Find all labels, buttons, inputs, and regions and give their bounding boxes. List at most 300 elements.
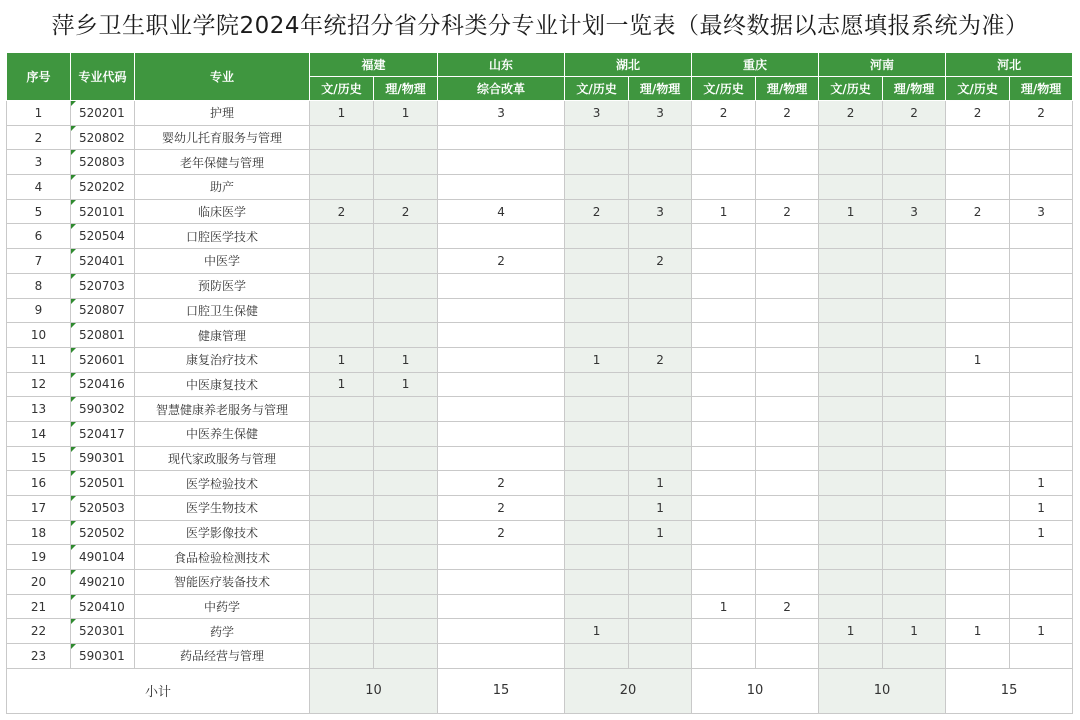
plan-count-cell — [692, 644, 756, 669]
plan-count-cell: 1 — [629, 520, 692, 545]
plan-count-cell — [629, 619, 692, 644]
header-subject: 文/历史 — [819, 77, 883, 101]
plan-count-cell — [819, 644, 883, 669]
plan-count-cell — [565, 594, 629, 619]
plan-count-cell — [883, 273, 946, 298]
plan-count-cell — [565, 397, 629, 422]
plan-count-cell: 1 — [374, 372, 438, 397]
plan-count-cell: 1 — [1010, 471, 1073, 496]
cell-corner-marker — [71, 619, 76, 624]
plan-count-cell — [946, 545, 1010, 570]
plan-count-cell — [883, 644, 946, 669]
plan-count-cell — [692, 520, 756, 545]
plan-count-cell — [756, 224, 819, 249]
header-subject: 文/历史 — [692, 77, 756, 101]
table-row — [7, 175, 1073, 200]
row-seq: 3 — [7, 150, 71, 175]
row-seq: 8 — [7, 273, 71, 298]
plan-count-cell — [819, 372, 883, 397]
row-code: 520801 — [79, 328, 125, 343]
plan-count-cell — [438, 175, 565, 200]
plan-count-cell — [692, 249, 756, 274]
plan-count-cell: 2 — [374, 199, 438, 224]
row-code-cell — [71, 619, 135, 644]
plan-count-cell — [1010, 594, 1073, 619]
plan-count-cell — [692, 397, 756, 422]
header-subject: 综合改革 — [438, 77, 565, 101]
plan-count-cell: 3 — [565, 101, 629, 126]
plan-count-cell: 2 — [946, 199, 1010, 224]
plan-count-cell — [629, 421, 692, 446]
plan-count-cell — [565, 421, 629, 446]
plan-count-cell — [1010, 224, 1073, 249]
row-seq: 22 — [7, 619, 71, 644]
plan-count-cell — [756, 471, 819, 496]
plan-count-cell — [946, 125, 1010, 150]
plan-count-cell — [883, 545, 946, 570]
plan-count-cell — [692, 323, 756, 348]
row-seq: 10 — [7, 323, 71, 348]
table-header — [7, 53, 1073, 101]
plan-count-cell — [946, 150, 1010, 175]
plan-count-cell: 3 — [629, 199, 692, 224]
plan-count-cell — [374, 175, 438, 200]
plan-count-cell — [883, 520, 946, 545]
plan-count-cell — [1010, 125, 1073, 150]
plan-count-cell — [374, 397, 438, 422]
row-code-cell — [71, 347, 135, 372]
plan-count-cell — [756, 125, 819, 150]
cell-corner-marker — [71, 570, 76, 575]
plan-count-cell — [438, 298, 565, 323]
plan-count-cell — [374, 273, 438, 298]
plan-count-cell — [692, 298, 756, 323]
plan-count-cell — [819, 175, 883, 200]
plan-count-cell — [756, 570, 819, 595]
row-code-cell — [71, 249, 135, 274]
plan-count-cell — [438, 446, 565, 471]
plan-count-cell: 1 — [692, 594, 756, 619]
plan-count-cell: 2 — [756, 594, 819, 619]
plan-count-cell: 2 — [565, 199, 629, 224]
plan-count-cell — [629, 545, 692, 570]
row-seq: 18 — [7, 520, 71, 545]
row-code: 520301 — [79, 624, 125, 639]
row-seq: 7 — [7, 249, 71, 274]
plan-count-cell — [692, 619, 756, 644]
plan-count-cell — [756, 619, 819, 644]
table-row — [7, 446, 1073, 471]
plan-count-cell — [310, 594, 374, 619]
plan-count-cell — [1010, 570, 1073, 595]
plan-count-cell — [438, 545, 565, 570]
row-seq: 20 — [7, 570, 71, 595]
row-code: 520416 — [79, 377, 125, 392]
row-seq: 14 — [7, 421, 71, 446]
row-code-cell — [71, 421, 135, 446]
plan-count-cell: 2 — [692, 101, 756, 126]
row-major: 智慧健康养老服务与管理 — [135, 397, 310, 422]
plan-count-cell — [692, 175, 756, 200]
plan-count-cell — [756, 397, 819, 422]
row-code: 520401 — [79, 253, 125, 268]
plan-count-cell — [1010, 545, 1073, 570]
plan-count-cell: 2 — [756, 101, 819, 126]
plan-count-cell — [946, 224, 1010, 249]
subtotal-value: 15 — [438, 668, 565, 713]
plan-count-cell — [629, 594, 692, 619]
plan-count-cell — [374, 496, 438, 521]
plan-count-cell — [756, 273, 819, 298]
row-major: 口腔医学技术 — [135, 224, 310, 249]
plan-count-cell — [310, 323, 374, 348]
row-code-cell — [71, 471, 135, 496]
plan-count-cell — [819, 298, 883, 323]
row-major: 现代家政服务与管理 — [135, 446, 310, 471]
table-row — [7, 347, 1073, 372]
plan-count-cell — [310, 125, 374, 150]
table-row — [7, 298, 1073, 323]
row-major: 中医学 — [135, 249, 310, 274]
row-code-cell — [71, 298, 135, 323]
row-code-cell — [71, 644, 135, 669]
plan-count-cell — [946, 594, 1010, 619]
cell-corner-marker — [71, 323, 76, 328]
plan-count-cell — [1010, 150, 1073, 175]
header-province-hubei: 湖北 — [565, 53, 692, 77]
plan-count-cell — [565, 520, 629, 545]
plan-count-cell — [692, 570, 756, 595]
subtotal-label: 小计 — [7, 668, 310, 713]
row-major: 医学影像技术 — [135, 520, 310, 545]
plan-count-cell — [1010, 446, 1073, 471]
cell-corner-marker — [71, 644, 76, 649]
plan-count-cell — [819, 224, 883, 249]
plan-count-cell — [883, 421, 946, 446]
row-code-cell — [71, 496, 135, 521]
row-major: 食品检验检测技术 — [135, 545, 310, 570]
plan-count-cell — [819, 421, 883, 446]
plan-count-cell — [565, 644, 629, 669]
plan-count-cell — [756, 496, 819, 521]
plan-count-cell: 2 — [883, 101, 946, 126]
subtotal-value: 10 — [310, 668, 438, 713]
plan-count-cell — [819, 496, 883, 521]
row-seq: 5 — [7, 199, 71, 224]
plan-count-cell — [883, 446, 946, 471]
plan-count-cell — [1010, 249, 1073, 274]
row-major: 婴幼儿托育服务与管理 — [135, 125, 310, 150]
row-code: 520802 — [79, 130, 125, 145]
row-seq: 23 — [7, 644, 71, 669]
cell-corner-marker — [71, 274, 76, 279]
row-seq: 17 — [7, 496, 71, 521]
plan-count-cell: 2 — [438, 249, 565, 274]
plan-count-cell — [310, 175, 374, 200]
plan-count-cell — [1010, 175, 1073, 200]
table-row — [7, 224, 1073, 249]
plan-count-cell — [819, 150, 883, 175]
plan-count-cell — [692, 224, 756, 249]
plan-count-cell: 1 — [374, 101, 438, 126]
table-row — [7, 249, 1073, 274]
subtotal-value: 10 — [819, 668, 946, 713]
cell-corner-marker — [71, 595, 76, 600]
cell-corner-marker — [71, 521, 76, 526]
plan-count-cell — [629, 446, 692, 471]
plan-count-cell — [819, 520, 883, 545]
cell-corner-marker — [71, 150, 76, 155]
row-major: 口腔卫生保健 — [135, 298, 310, 323]
row-code: 590301 — [79, 648, 125, 663]
plan-count-cell — [946, 644, 1010, 669]
header-seq: 序号 — [7, 53, 71, 101]
plan-count-cell — [946, 372, 1010, 397]
plan-count-cell: 1 — [883, 619, 946, 644]
plan-count-cell — [1010, 323, 1073, 348]
plan-count-cell — [629, 125, 692, 150]
plan-count-cell — [374, 150, 438, 175]
plan-count-cell — [883, 397, 946, 422]
table-row — [7, 545, 1073, 570]
row-seq: 21 — [7, 594, 71, 619]
plan-count-cell — [883, 224, 946, 249]
plan-count-cell — [883, 347, 946, 372]
plan-count-cell — [565, 249, 629, 274]
row-major: 医学生物技术 — [135, 496, 310, 521]
header-province-hebei: 河北 — [946, 53, 1073, 77]
cell-corner-marker — [71, 175, 76, 180]
row-seq: 13 — [7, 397, 71, 422]
plan-count-cell — [565, 372, 629, 397]
plan-count-cell — [310, 496, 374, 521]
row-major: 药品经营与管理 — [135, 644, 310, 669]
plan-count-cell — [310, 150, 374, 175]
plan-count-cell: 1 — [1010, 619, 1073, 644]
plan-count-cell — [819, 249, 883, 274]
plan-count-cell: 1 — [946, 347, 1010, 372]
plan-count-cell — [310, 570, 374, 595]
plan-count-cell: 2 — [756, 199, 819, 224]
plan-count-cell: 1 — [310, 372, 374, 397]
plan-count-cell — [565, 150, 629, 175]
plan-count-cell: 3 — [1010, 199, 1073, 224]
plan-count-cell — [310, 545, 374, 570]
plan-count-cell — [565, 446, 629, 471]
plan-count-cell: 2 — [438, 520, 565, 545]
row-code: 520501 — [79, 476, 125, 491]
row-code-cell — [71, 199, 135, 224]
header-subject: 文/历史 — [565, 77, 629, 101]
plan-count-cell — [883, 471, 946, 496]
plan-count-cell — [310, 298, 374, 323]
plan-count-cell — [629, 644, 692, 669]
plan-count-cell — [819, 273, 883, 298]
plan-count-cell — [1010, 298, 1073, 323]
plan-count-cell — [374, 421, 438, 446]
row-major: 中医康复技术 — [135, 372, 310, 397]
row-code: 520101 — [79, 204, 125, 219]
plan-count-cell — [756, 347, 819, 372]
row-code: 590302 — [79, 402, 125, 417]
plan-count-cell — [310, 397, 374, 422]
table-row — [7, 520, 1073, 545]
row-code-cell — [71, 323, 135, 348]
header-province-fujian: 福建 — [310, 53, 438, 77]
plan-count-cell — [756, 446, 819, 471]
subtotal-value: 20 — [565, 668, 692, 713]
plan-count-cell — [756, 644, 819, 669]
subtotal-row — [7, 668, 1073, 713]
plan-count-cell — [946, 421, 1010, 446]
cell-corner-marker — [71, 422, 76, 427]
plan-count-cell — [946, 570, 1010, 595]
plan-count-cell — [946, 298, 1010, 323]
plan-count-cell: 2 — [438, 496, 565, 521]
row-code-cell — [71, 175, 135, 200]
plan-count-cell — [883, 298, 946, 323]
row-seq: 6 — [7, 224, 71, 249]
table-row — [7, 101, 1073, 126]
plan-count-cell: 2 — [1010, 101, 1073, 126]
plan-count-cell — [565, 125, 629, 150]
plan-count-cell — [629, 224, 692, 249]
plan-count-cell — [756, 520, 819, 545]
row-seq: 16 — [7, 471, 71, 496]
plan-count-cell — [692, 273, 756, 298]
row-major: 康复治疗技术 — [135, 347, 310, 372]
plan-count-cell — [946, 323, 1010, 348]
cell-corner-marker — [71, 397, 76, 402]
plan-count-cell: 1 — [565, 619, 629, 644]
plan-count-cell — [946, 397, 1010, 422]
plan-count-cell: 1 — [692, 199, 756, 224]
row-code: 520504 — [79, 229, 125, 244]
plan-count-cell: 2 — [310, 199, 374, 224]
plan-count-cell — [883, 125, 946, 150]
table-row — [7, 619, 1073, 644]
plan-count-cell — [374, 520, 438, 545]
header-subject: 文/历史 — [946, 77, 1010, 101]
plan-count-cell — [946, 273, 1010, 298]
row-code-cell — [71, 273, 135, 298]
plan-count-cell — [883, 570, 946, 595]
plan-count-cell — [883, 249, 946, 274]
plan-count-cell — [819, 446, 883, 471]
header-subject: 文/历史 — [310, 77, 374, 101]
plan-count-cell — [946, 175, 1010, 200]
plan-count-cell — [310, 249, 374, 274]
plan-count-cell — [629, 298, 692, 323]
plan-count-cell — [1010, 372, 1073, 397]
plan-count-cell — [692, 125, 756, 150]
plan-count-cell — [310, 224, 374, 249]
plan-count-cell — [629, 175, 692, 200]
plan-count-cell — [692, 421, 756, 446]
row-code-cell — [71, 101, 135, 126]
plan-count-cell — [819, 594, 883, 619]
plan-count-cell — [819, 347, 883, 372]
table-row — [7, 150, 1073, 175]
plan-count-cell — [1010, 397, 1073, 422]
plan-count-cell — [883, 594, 946, 619]
table-row — [7, 644, 1073, 669]
cell-corner-marker — [71, 101, 76, 106]
row-seq: 4 — [7, 175, 71, 200]
row-major: 中医养生保健 — [135, 421, 310, 446]
plan-count-cell — [946, 520, 1010, 545]
plan-count-cell — [883, 150, 946, 175]
row-code-cell — [71, 446, 135, 471]
plan-count-cell — [565, 496, 629, 521]
plan-count-cell — [756, 175, 819, 200]
plan-count-cell — [374, 446, 438, 471]
row-code-cell — [71, 372, 135, 397]
cell-corner-marker — [71, 471, 76, 476]
cell-corner-marker — [71, 373, 76, 378]
header-code: 专业代码 — [71, 53, 135, 101]
header-major: 专业 — [135, 53, 310, 101]
table-row — [7, 125, 1073, 150]
page-title: 萍乡卫生职业学院2024年统招分省分科类分专业计划一览表（最终数据以志愿填报系统为准） — [51, 13, 1029, 39]
row-seq: 19 — [7, 545, 71, 570]
plan-count-cell — [438, 397, 565, 422]
plan-count-cell — [565, 545, 629, 570]
plan-count-cell: 2 — [946, 101, 1010, 126]
row-seq: 12 — [7, 372, 71, 397]
plan-count-cell — [756, 372, 819, 397]
plan-count-cell — [1010, 273, 1073, 298]
row-major: 助产 — [135, 175, 310, 200]
row-major: 老年保健与管理 — [135, 150, 310, 175]
row-code: 520703 — [79, 278, 125, 293]
plan-count-cell — [438, 347, 565, 372]
row-major: 中药学 — [135, 594, 310, 619]
plan-count-cell: 2 — [629, 249, 692, 274]
plan-count-cell — [756, 150, 819, 175]
row-code: 520601 — [79, 352, 125, 367]
plan-count-cell — [310, 421, 374, 446]
row-code-cell — [71, 125, 135, 150]
row-seq: 2 — [7, 125, 71, 150]
header-subject: 理/物理 — [374, 77, 438, 101]
plan-count-cell — [692, 471, 756, 496]
row-code: 520417 — [79, 426, 125, 441]
plan-count-cell — [629, 273, 692, 298]
plan-count-cell: 4 — [438, 199, 565, 224]
plan-count-cell — [1010, 644, 1073, 669]
plan-count-cell — [374, 594, 438, 619]
row-code: 520803 — [79, 155, 125, 170]
subtotal-value: 15 — [946, 668, 1073, 713]
plan-count-cell — [438, 619, 565, 644]
plan-count-cell — [438, 323, 565, 348]
table-row — [7, 421, 1073, 446]
plan-count-cell: 1 — [629, 496, 692, 521]
header-subject: 理/物理 — [756, 77, 819, 101]
plan-count-cell — [310, 471, 374, 496]
plan-count-cell — [756, 249, 819, 274]
plan-count-cell — [374, 570, 438, 595]
row-code: 490210 — [79, 574, 125, 589]
cell-corner-marker — [71, 447, 76, 452]
plan-count-cell — [946, 471, 1010, 496]
plan-count-cell — [310, 644, 374, 669]
plan-count-cell: 3 — [883, 199, 946, 224]
plan-count-cell — [438, 570, 565, 595]
row-code-cell — [71, 224, 135, 249]
plan-count-cell — [883, 323, 946, 348]
